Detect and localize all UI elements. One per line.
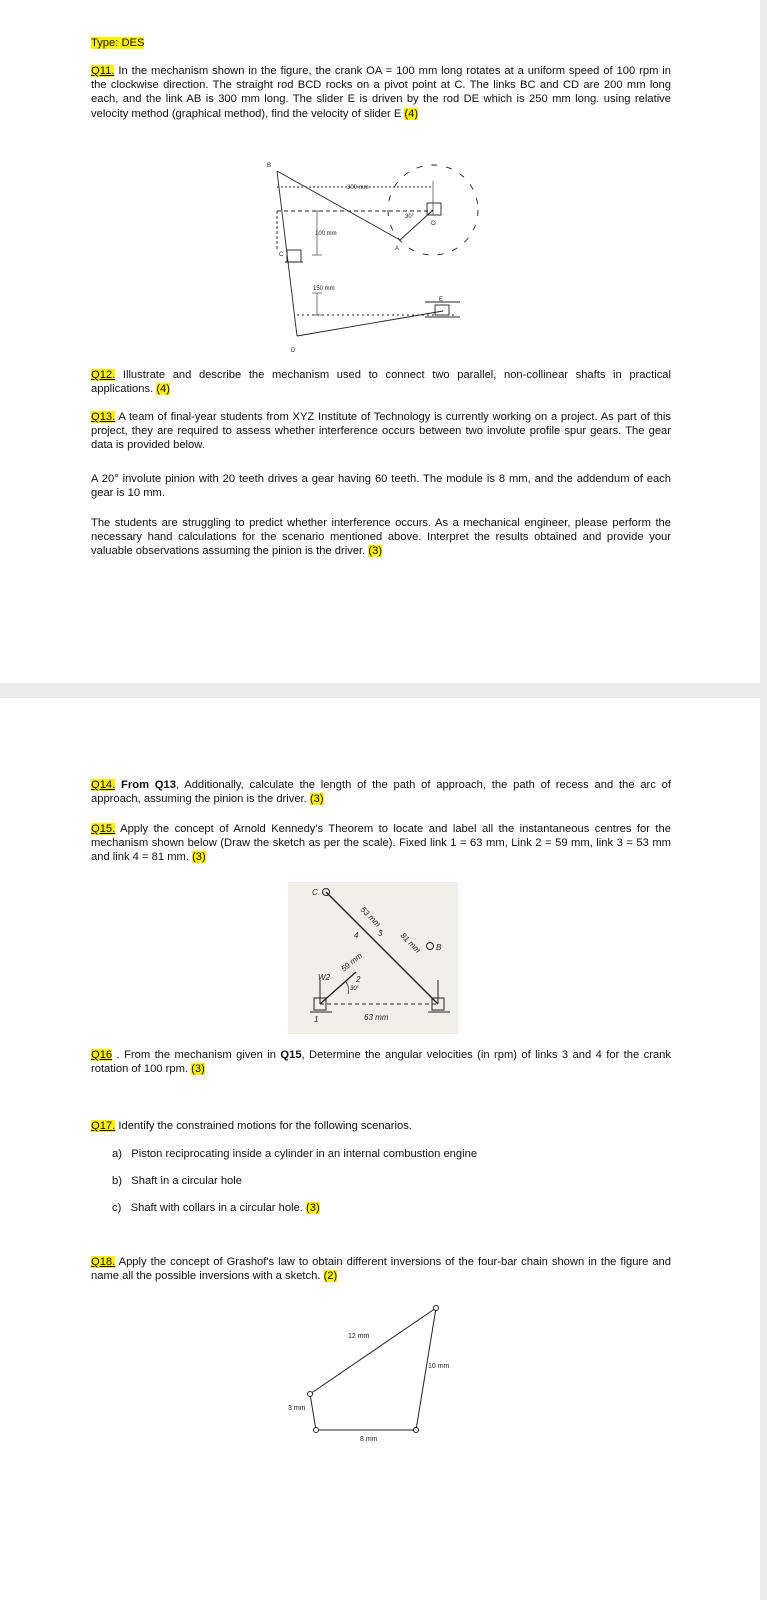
svg-text:100 mm: 100 mm (315, 231, 337, 237)
svg-text:63 mm: 63 mm (364, 1013, 389, 1022)
svg-text:2: 2 (356, 975, 361, 984)
svg-text:E: E (439, 297, 444, 303)
q11-mechanism-figure (255, 155, 495, 355)
link-ab (277, 171, 400, 240)
q17-item-c: c) Shaft with collars in a circular hole. (3) (112, 1202, 320, 1214)
question-13-task: The students are struggling to predict whether interference occurs. As a mechanical engineer, please perform the necessary hand calculations for the scenario mentioned above. Interpret the results obtained and provide your valuable observations assuming the pinion is the driver. (3) (91, 517, 671, 558)
svg-text:300 mm: 300 mm (347, 185, 369, 191)
svg-text:A: A (395, 246, 400, 252)
svg-text:59 mm: 59 mm (339, 950, 365, 974)
svg-text:W2: W2 (318, 973, 330, 982)
q17-item-a: a) Piston reciprocating inside a cylinder in an internal combustion engine (112, 1148, 478, 1160)
svg-text:C: C (279, 252, 284, 258)
question-12: Q12. Illustrate and describe the mechanism used to connect two parallel, non-collinear shafts in practical applications. (4) (91, 369, 671, 396)
svg-text:3 mm: 3 mm (288, 1405, 306, 1412)
page-2 (0, 698, 760, 1600)
svg-text:1: 1 (314, 1015, 319, 1024)
svg-text:B: B (436, 943, 442, 952)
svg-text:O: O (431, 221, 436, 227)
q18-four-bar-figure (280, 1298, 460, 1448)
svg-text:3: 3 (378, 929, 383, 938)
svg-text:81 mm: 81 mm (398, 931, 423, 955)
svg-text:30°: 30° (405, 214, 415, 220)
svg-text:4: 4 (354, 931, 359, 940)
svg-text:C: C (312, 888, 318, 897)
q15-mechanism-figure (288, 882, 458, 1034)
question-15: Q15. Apply the concept of Arnold Kennedy's Theorem to locate and label all the instantaneous centres for the mechanism shown below (Draw the sketch as per the scale). Fixed link 1 = 63 mm, Link 2 = 59 mm, link 3 = 53 mm and link 4 = 81 mm. (3) (91, 823, 671, 864)
svg-text:D: D (291, 348, 296, 354)
svg-text:8 mm: 8 mm (360, 1436, 378, 1443)
link-12mm (310, 1308, 436, 1394)
slider-e (435, 305, 449, 315)
svg-text:30°: 30° (350, 986, 360, 992)
question-13: Q13. A team of final-year students from XYZ Institute of Technology is currently working on a project. As part of this project, they are required to assess whether interference occurs between two involute profile spur gears. The gear data is provided below. (91, 411, 671, 452)
question-14: Q14. From Q13, Additionally, calculate the length of the path of approach, the path of recess and the arc of approach, assuming the pinion is the driver. (3) (91, 779, 671, 806)
link-3mm (310, 1394, 316, 1430)
svg-text:B: B (267, 163, 272, 169)
question-18: Q18. Apply the concept of Grashof's law to obtain different inversions of the four-bar chain shown in the figure and name all the possible inversions with a sketch. (2) (91, 1256, 671, 1283)
svg-text:53 mm: 53 mm (358, 905, 383, 929)
question-11: Q11. In the mechanism shown in the figure, the crank OA = 100 mm long rotates at a uniform speed of 100 rpm in the clockwise direction. The straight rod BCD rocks on a pivot point at C. The links BC and CD are 200 mm long each, and the link AB is 300 mm long. The slider E is driven by the rod DE which is 250 mm long. using relative velocity method (graphical method), find the velocity of slider E (4) (91, 65, 671, 120)
svg-text:150 mm: 150 mm (313, 286, 335, 292)
q17-item-b: b) Shaft in a circular hole (112, 1175, 242, 1187)
question-16: Q16 . From the mechanism given in Q15, Determine the angular velocities (in rpm) of links 3 and 4 for the crank rotation of 100 rpm. (3) (91, 1049, 671, 1076)
page-1 (0, 0, 760, 683)
pivot-c (287, 250, 301, 262)
svg-text:10 mm: 10 mm (428, 1363, 450, 1370)
question-17: Q17. Identify the constrained motions for the following scenarios. (91, 1120, 412, 1132)
type-label: Type: DES (91, 37, 145, 49)
svg-text:12 mm: 12 mm (348, 1333, 370, 1340)
question-13-data: A 20° involute pinion with 20 teeth drives a gear having 60 teeth. The module is 8 mm, and the addendum of each gear is 10 mm. (91, 473, 671, 500)
